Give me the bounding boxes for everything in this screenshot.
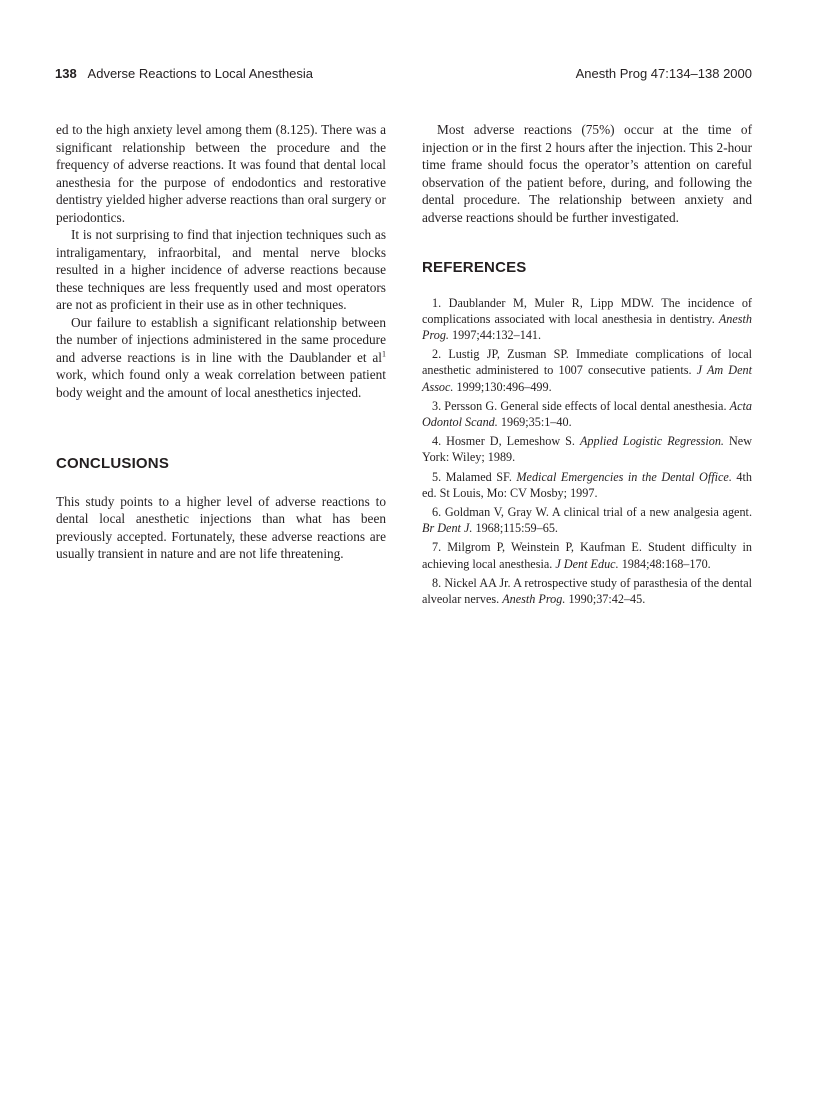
left-column bbox=[56, 121, 386, 563]
page-number: 138 bbox=[55, 66, 77, 81]
reference-item: 8. Nickel AA Jr. A retrospective study of parasthesia of the dental alveolar nerves. Anesth Prog. 1990;37:42–45. bbox=[422, 575, 752, 606]
paragraph-text: work, which found only a weak correlation between patient body weight and the amount of local anesthetics injected. bbox=[56, 367, 386, 400]
reference-item: 7. Milgrom P, Weinstein P, Kaufman E. Student difficulty in achieving local anesthesia. J Dent Educ. 1984;48:168–170. bbox=[422, 540, 752, 571]
right-column bbox=[422, 121, 752, 610]
body-paragraph: ed to the high anxiety level among them (8.125). There was a significant relationship between the procedure and the frequency of adverse reactions. It was found that dental local anesthesia for the purpose of endodontics and restorative dentistry yielded higher adverse reactions than oral surgery or periodontics. bbox=[56, 122, 386, 225]
reference-item: 6. Goldman V, Gray W. A clinical trial of a new analgesia agent. Br Dent J. 1968;115:59–65. bbox=[422, 504, 752, 536]
running-header bbox=[55, 66, 752, 84]
reference-list bbox=[422, 295, 752, 608]
body-paragraph bbox=[56, 314, 386, 402]
body-paragraph: It is not surprising to find that injection techniques such as intraligamentary, infraorbital, and mental nerve blocks resulted in a higher incidence of adverse reactions because these techniques are less frequently used and most operators are not as proficient in their use as in other techniques. bbox=[56, 227, 386, 312]
reference-item: 2. Lustig JP, Zusman SP. Immediate complications of local anesthetic administered to 1007 consecutive patients. J Am Dent Assoc. 1999;130:496–499. bbox=[422, 347, 752, 394]
paragraph-text: Our failure to establish a significant relationship between the number of injections administered in the same procedure and adverse reactions is in line with the Daublander et al bbox=[56, 314, 386, 365]
running-title: Adverse Reactions to Local Anesthesia bbox=[87, 66, 314, 81]
reference-item: 3. Persson G. General side effects of local dental anesthesia. Acta Odontol Scand. 1969;35:1–40. bbox=[422, 398, 752, 429]
journal-citation: Anesth Prog 47:134–138 2000 bbox=[575, 66, 752, 81]
conclusions-paragraph: This study points to a higher level of adverse reactions to dental local anesthetic injections than what has been previously accepted. Fortunately, these adverse reactions are usually transient in nature and are not life threatening. bbox=[56, 493, 386, 561]
reference-item: 1. Daublander M, Muler R, Lipp MDW. The incidence of complications associated with local anesthesia in dentistry. Anesth Prog. 1997;44:132–141. bbox=[422, 295, 752, 342]
citation-superscript: 1 bbox=[382, 349, 386, 359]
body-paragraph: Most adverse reactions (75%) occur at the time of injection or in the first 2 hours after the injection. This 2-hour time frame should focus the operator’s attention on careful observation of the patient before, during, and following the dental procedure. The relationship between anxiety and adverse reactions should be further investigated. bbox=[422, 122, 752, 225]
reference-item: 4. Hosmer D, Lemeshow S. Applied Logistic Regression. New York: Wiley; 1989. bbox=[422, 434, 753, 465]
reference-item: 5. Malamed SF. Medical Emergencies in the Dental Office. 4th ed. St Louis, Mo: CV Mosby; 1997. bbox=[422, 469, 752, 500]
references-heading: REFERENCES bbox=[422, 259, 527, 276]
conclusions-heading: CONCLUSIONS bbox=[56, 455, 170, 472]
